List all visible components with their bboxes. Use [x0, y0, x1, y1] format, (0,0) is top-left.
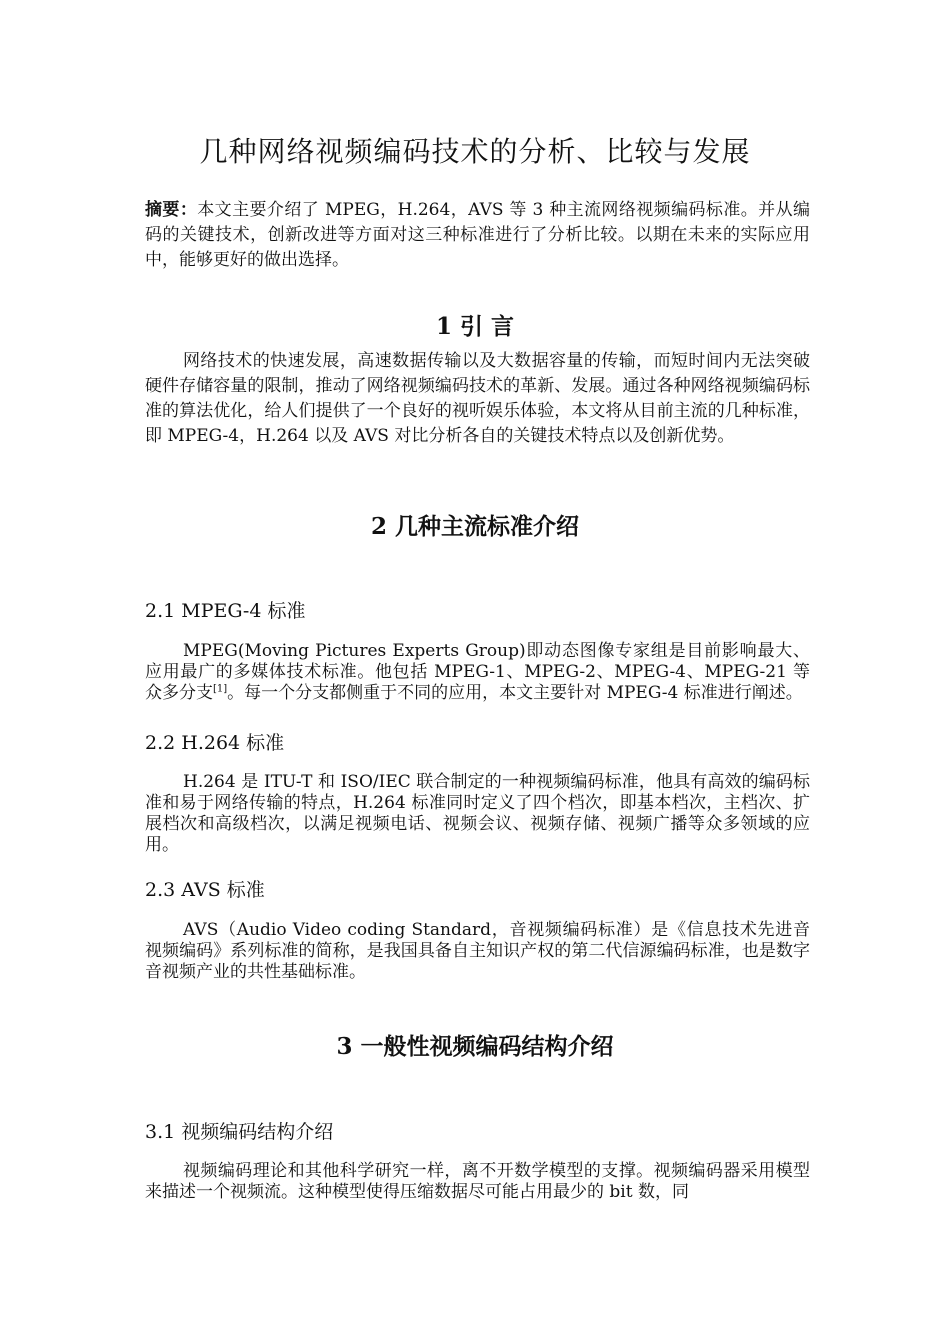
abstract [145, 198, 810, 273]
citation-1[interactable]: [1] [213, 683, 228, 695]
section-3-1-heading: 3.1 视频编码结构介绍 [145, 1121, 334, 1143]
section-2-3-heading: 2.3 AVS 标准 [145, 879, 265, 901]
section-3-heading: 3 一般性视频编码结构介绍 [336, 1033, 614, 1060]
section-1-heading: 1 引 言 [435, 313, 515, 340]
section-2-heading: 2 几种主流标准介绍 [370, 513, 579, 540]
section-1-paragraph: 网络技术的快速发展，高速数据传输以及大数据容量的传输，而短时间内无法突破硬件存储容量的限制，推动了网络视频编码技术的革新、发展。通过各种网络视频编码标准的算法优化，给人们提供了一个良好的视听娱乐体验，本文将从目前主流的几种标准，即 MPEG-4，H.264 以及 AVS 对比分析各自的关键技术特点以及创新优势。 [145, 351, 810, 446]
section-2-1-paragraph [145, 641, 810, 704]
section-2-1-text: MPEG(Moving Pictures Experts Group)即动态图像专家组是目前影响最大、应用最广的多媒体技术标准。他包括 MPEG-1、MPEG-2、MPEG-4、MPEG-21 等众多分支 [145, 641, 810, 703]
abstract-text: 本文主要介绍了 MPEG，H.264，AVS 等 3 种主流网络视频编码标准。并从编码的关键技术，创新改进等方面对这三种标准进行了分析比较。以期在未来的实际应用中，能够更好的做出选择。 [145, 200, 811, 270]
section-3-1-paragraph: 视频编码理论和其他科学研究一样，离不开数学模型的支撑。视频编码器采用模型来描述一个视频流。这种模型使得压缩数据尽可能占用最少的 bit 数，同 [145, 1161, 810, 1202]
section-2-3-paragraph: AVS（Audio Video coding Standard，音视频编码标准）是《信息技术先进音视频编码》系列标准的简称，是我国具备自主知识产权的第二代信源编码标准，也是数字音视频产业的共性基础标准。 [145, 920, 810, 982]
section-2-2-paragraph: H.264 是 ITU-T 和 ISO/IEC 联合制定的一种视频编码标准，他具有高效的编码标准和易于网络传输的特点，H.264 标准同时定义了四个档次，即基本档次，主档次、扩展档次和高级档次，以满足视频电话、视频会议、视频存储、视频广播等众多领域的应用。 [145, 772, 810, 855]
section-2-1-heading: 2.1 MPEG-4 标准 [145, 600, 306, 622]
section-2-2-heading: 2.2 H.264 标准 [145, 732, 285, 754]
paper-title: 几种网络视频编码技术的分析、比较与发展 [199, 135, 751, 168]
section-2-1-text-end: 。每一个分支都侧重于不同的应用，本文主要针对 MPEG-4 标准进行阐述。 [227, 683, 803, 703]
abstract-label: 摘要： [145, 200, 198, 220]
